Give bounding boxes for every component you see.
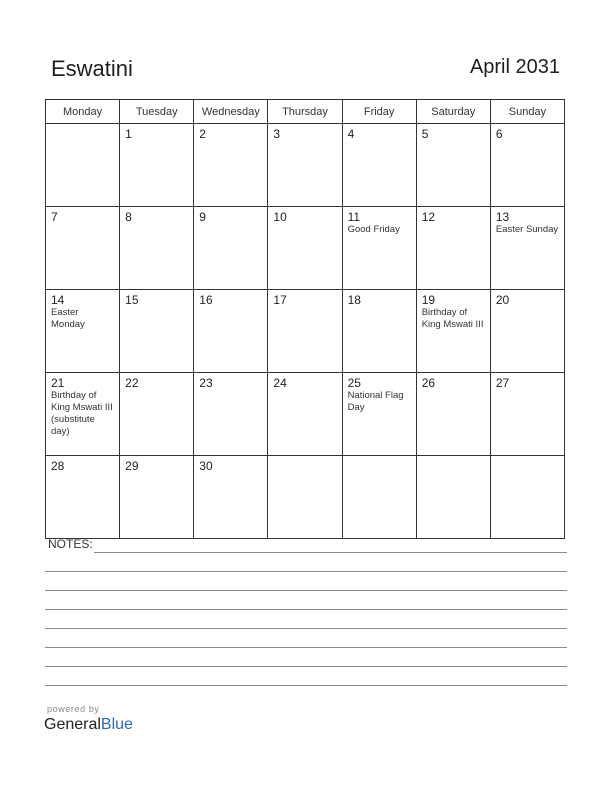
day-number: 22 bbox=[125, 376, 139, 390]
day-cell bbox=[268, 373, 342, 456]
day-cell bbox=[120, 124, 194, 207]
weekday-header: Wednesday bbox=[194, 100, 268, 124]
day-cell bbox=[46, 207, 120, 290]
day-cell bbox=[268, 207, 342, 290]
week-row bbox=[46, 124, 565, 207]
month-year-title: April 2031 bbox=[469, 56, 560, 78]
holiday-label: Birthday of King Mswati III (substitute day) bbox=[51, 390, 113, 437]
day-number: 8 bbox=[125, 210, 132, 224]
day-cell bbox=[194, 290, 268, 373]
weekday-header: Friday bbox=[342, 100, 416, 124]
day-number: 4 bbox=[347, 127, 355, 141]
week-row bbox=[46, 373, 565, 456]
day-cell bbox=[416, 124, 490, 207]
day-number: 5 bbox=[421, 127, 429, 141]
day-number: 25 bbox=[347, 376, 361, 390]
day-number: 29 bbox=[125, 459, 139, 473]
day-cell bbox=[342, 290, 416, 373]
day-cell bbox=[46, 456, 120, 539]
day-cell bbox=[46, 290, 120, 373]
day-cell bbox=[490, 456, 564, 539]
day-cell bbox=[268, 290, 342, 373]
notes-line bbox=[45, 571, 567, 572]
day-cell bbox=[342, 207, 416, 290]
notes-label: NOTES: bbox=[48, 537, 93, 551]
day-number: 11 bbox=[347, 210, 361, 224]
day-number: 20 bbox=[495, 293, 510, 307]
weekday-header-row bbox=[46, 100, 565, 124]
day-cell bbox=[416, 207, 490, 290]
day-cell bbox=[490, 207, 564, 290]
day-number: 6 bbox=[495, 127, 503, 141]
day-cell bbox=[490, 373, 564, 456]
notes-line bbox=[45, 666, 567, 667]
day-cell bbox=[416, 290, 490, 373]
day-cell bbox=[194, 207, 268, 290]
day-cell bbox=[342, 373, 416, 456]
day-cell bbox=[120, 207, 194, 290]
day-cell bbox=[342, 124, 416, 207]
weekday-header: Monday bbox=[46, 100, 120, 124]
notes-line bbox=[45, 685, 567, 686]
day-cell bbox=[342, 456, 416, 539]
day-number: 14 bbox=[51, 293, 65, 307]
day-number: 12 bbox=[421, 210, 436, 224]
weekday-header: Sunday bbox=[490, 100, 564, 124]
brand-general-text: General bbox=[44, 716, 101, 733]
day-number: 17 bbox=[273, 293, 287, 307]
day-cell bbox=[194, 124, 268, 207]
notes-line bbox=[45, 590, 567, 591]
day-cell bbox=[490, 290, 564, 373]
country-title: Eswatini bbox=[51, 56, 133, 81]
week-row bbox=[46, 456, 565, 539]
day-cell bbox=[268, 124, 342, 207]
day-number: 19 bbox=[421, 293, 436, 307]
day-number: 10 bbox=[273, 210, 287, 224]
notes-line bbox=[45, 628, 567, 629]
day-number: 15 bbox=[125, 293, 139, 307]
calendar-grid bbox=[45, 99, 565, 539]
day-number: 7 bbox=[51, 210, 58, 224]
day-number: 3 bbox=[273, 127, 281, 141]
day-number: 28 bbox=[51, 459, 65, 473]
notes-line bbox=[94, 552, 567, 553]
day-cell bbox=[194, 456, 268, 539]
holiday-label: Easter Sunday bbox=[495, 224, 559, 235]
holiday-label: Good Friday bbox=[347, 224, 400, 235]
day-number: 9 bbox=[199, 210, 206, 224]
day-cell bbox=[268, 456, 342, 539]
day-cell bbox=[416, 456, 490, 539]
notes-line bbox=[45, 647, 567, 648]
day-number: 24 bbox=[273, 376, 287, 390]
day-number: 13 bbox=[495, 210, 510, 224]
day-cell bbox=[490, 124, 564, 207]
day-number: 23 bbox=[199, 376, 213, 390]
week-row bbox=[46, 290, 565, 373]
weekday-header: Saturday bbox=[416, 100, 490, 124]
day-cell bbox=[120, 290, 194, 373]
day-cell bbox=[120, 373, 194, 456]
day-cell bbox=[194, 373, 268, 456]
day-cell bbox=[416, 373, 490, 456]
weekday-header: Tuesday bbox=[120, 100, 194, 124]
day-number: 16 bbox=[199, 293, 213, 307]
day-number: 18 bbox=[347, 293, 361, 307]
holiday-label: National Flag Day bbox=[347, 390, 404, 413]
day-number: 1 bbox=[125, 127, 132, 141]
holiday-label: Easter Monday bbox=[51, 307, 85, 330]
week-row bbox=[46, 207, 565, 290]
day-cell bbox=[46, 373, 120, 456]
notes-line bbox=[45, 609, 567, 610]
day-number: 21 bbox=[51, 376, 65, 390]
day-cell bbox=[46, 124, 120, 207]
brand-blue-text: Blue bbox=[100, 716, 133, 733]
day-number: 27 bbox=[495, 376, 510, 390]
generalblue-logo[interactable] bbox=[44, 716, 133, 734]
holiday-label: Birthday of King Mswati III bbox=[421, 307, 484, 330]
day-number: 2 bbox=[199, 127, 206, 141]
powered-by-text: powered by bbox=[47, 704, 100, 714]
weekday-header: Thursday bbox=[268, 100, 342, 124]
day-number: 30 bbox=[199, 459, 213, 473]
day-cell bbox=[120, 456, 194, 539]
day-number: 26 bbox=[421, 376, 436, 390]
